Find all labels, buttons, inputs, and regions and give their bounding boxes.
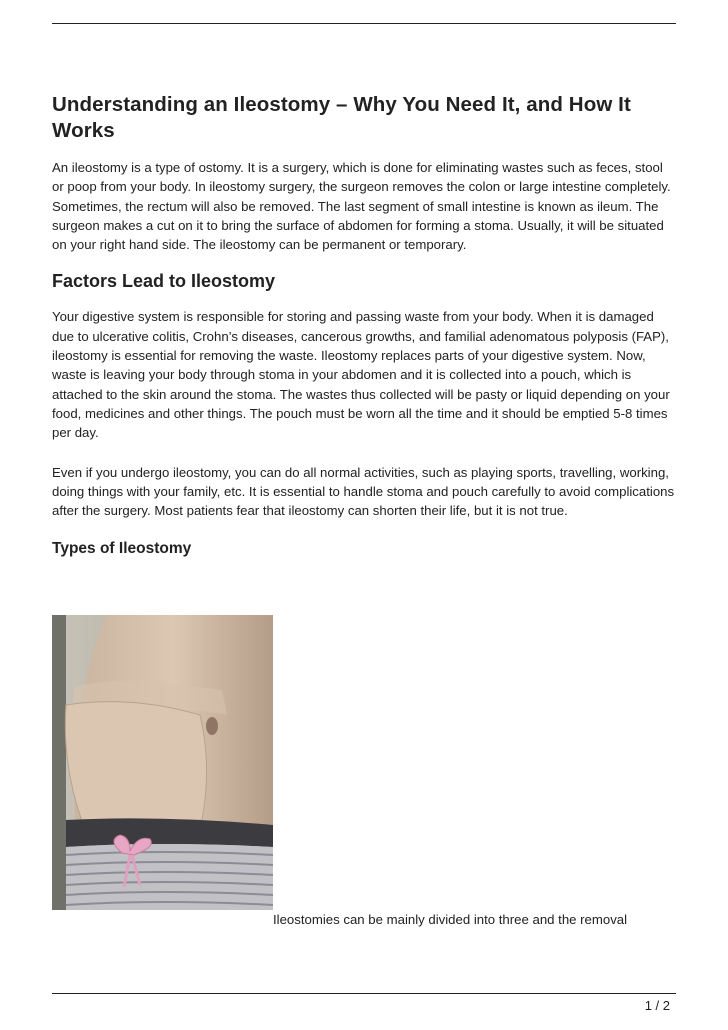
footer-rule bbox=[52, 993, 676, 994]
page-number: 1 / 2 bbox=[644, 998, 670, 1013]
ileostomy-photo bbox=[52, 615, 273, 910]
article-body bbox=[52, 92, 676, 559]
section-heading-factors: Factors Lead to Ileostomy bbox=[52, 271, 276, 292]
intro-paragraph: An ileostomy is a type of ostomy. It is a surgery, which is done for eliminating wastes such as feces, stool or poop from your body. In ileostomy surgery, the surgeon removes the colon or large intestine completely. Sometimes, the rectum will also be removed. The last segment of small intestine is known as ileum. The surgeon makes a cut on it to bring the surface of abdomen for forming a stoma. Usually, it will be situated on your right hand side. The ileostomy can be permanent or temporary. bbox=[52, 160, 671, 253]
factors-paragraph-2: Even if you undergo ileostomy, you can do all normal activities, such as playing sports, travelling, working, doing things with your family, etc. It is essential to handle stoma and pouch carefully to avoid complications after the surgery. Most patients fear that ileostomy can shorten their life, but it is not true. bbox=[52, 464, 675, 519]
header-rule bbox=[52, 23, 676, 24]
section-heading-types: Types of Ileostomy bbox=[52, 540, 192, 558]
photo-caption: Ileostomies can be mainly divided into three and the removal bbox=[273, 912, 628, 927]
factors-paragraph-1: Your digestive system is responsible for storing and passing waste from your body. When it is damaged due to ulcerative colitis, Crohn’s diseases, cancerous growths, and familial adenomatous polyposis (FAP), ileostomy is essential for removing the waste. Ileostomy replaces parts of your digestive system. Now, waste is leaving your body through stoma in your abdomen and it is collected into a pouch, which is attached to the skin around the stoma. The wastes thus collected will be pasty or liquid depending on your food, medicines and other things. The pouch must be worn all the time and it should be emptied 5-8 times per day. bbox=[52, 309, 670, 441]
article-title: Understanding an Ileostomy – Why You Need It, and How It Works bbox=[52, 93, 631, 142]
